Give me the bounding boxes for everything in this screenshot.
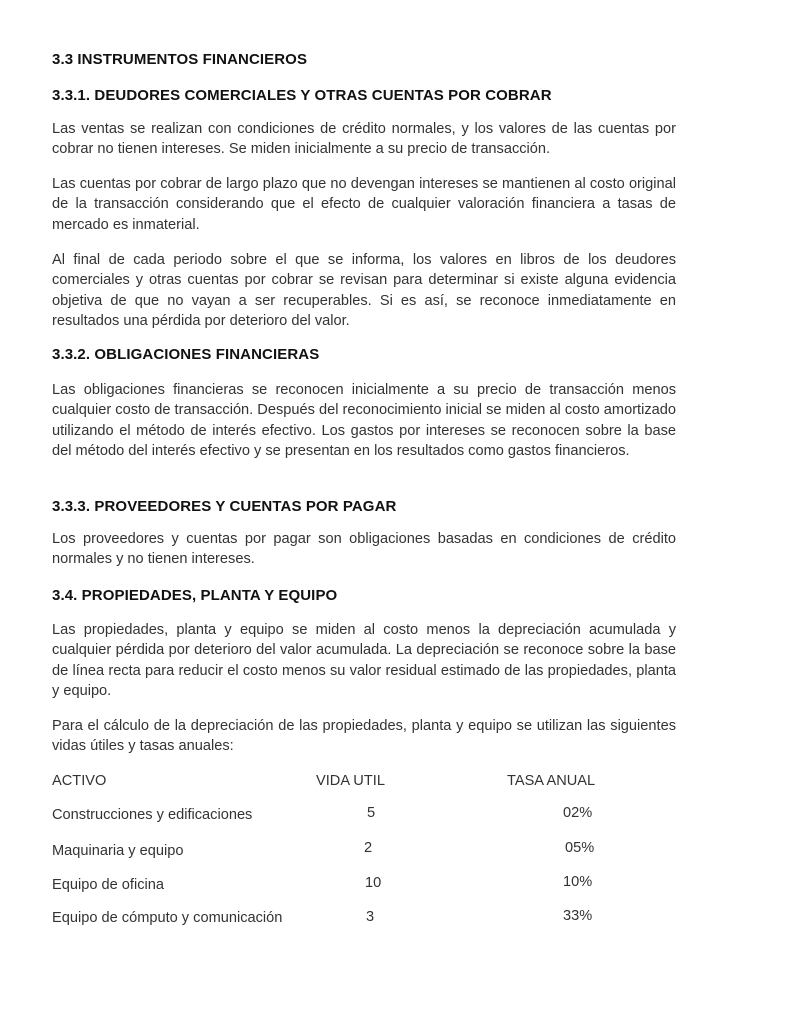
table-cell-vida-util: 3	[366, 909, 375, 925]
paragraph-3-4-b: Para el cálculo de la depreciación de las propiedades, planta y equipo se utilizan las siguientes vidas útiles y tasas anuales:	[52, 718, 676, 755]
paragraph-3-3-1-c: Al final de cada periodo sobre el que se informa, los valores en libros de los deudores comerciales y otras cuentas por cobrar se revisan para determinar si existe alguna evidencia objetiva de que no vayan a ser recuperables. Si es así, se reconoce inmediatamente en resultados una pérdida por deterioro del valor.	[52, 252, 676, 329]
table-cell-activo: Construcciones y edificaciones	[52, 807, 253, 823]
table-cell-activo: Maquinaria y equipo	[52, 843, 184, 859]
table-header-activo: ACTIVO	[52, 773, 107, 789]
section-title-3-3-3: 3.3.3. PROVEEDORES Y CUENTAS POR PAGAR	[52, 498, 397, 515]
table-cell-tasa-anual: 10%	[563, 874, 593, 890]
table-cell-tasa-anual: 33%	[563, 908, 593, 924]
table-cell-vida-util: 5	[367, 805, 376, 821]
paragraph-3-3-1-b: Las cuentas por cobrar de largo plazo que no devengan intereses se mantienen al costo original de la transacción considerando que el efecto de cualquier valoración financiera a tasas de mercado es inmaterial.	[52, 176, 676, 233]
section-title-3-3-1: 3.3.1. DEUDORES COMERCIALES Y OTRAS CUENTAS POR COBRAR	[52, 87, 552, 104]
paragraph-3-3-2-a: Las obligaciones financieras se reconocen inicialmente a su precio de transacción menos cualquier costo de transacción. Después del reconocimiento inicial se miden al costo amortizado utilizando el método de interés efectivo. Los gastos por intereses se reconocen sobre la base del método del interés efectivo y se presentan en los resultados como gastos financieros.	[52, 382, 676, 459]
paragraph-3-3-3-a: Los proveedores y cuentas por pagar son obligaciones basadas en condiciones de crédito normales y no tienen intereses.	[52, 531, 676, 568]
table-cell-vida-util: 2	[364, 840, 373, 856]
section-title-3-4: 3.4. PROPIEDADES, PLANTA Y EQUIPO	[52, 587, 338, 604]
table-cell-vida-util: 10	[365, 875, 382, 891]
section-title-3-3: 3.3 INSTRUMENTOS FINANCIEROS	[52, 51, 308, 68]
table-cell-tasa-anual: 05%	[565, 840, 595, 856]
table-header-tasa-anual: TASA ANUAL	[507, 773, 596, 789]
table-cell-activo: Equipo de cómputo y comunicación	[52, 910, 283, 926]
table-cell-tasa-anual: 02%	[563, 805, 593, 821]
section-title-3-3-2: 3.3.2. OBLIGACIONES FINANCIERAS	[52, 346, 320, 363]
paragraph-3-4-a: Las propiedades, planta y equipo se miden al costo menos la depreciación acumulada y cualquier pérdida por deterioro del valor acumulada. La depreciación se reconoce sobre la base de línea recta para reducir el costo menos su valor residual estimado de las propiedades, planta y equipo.	[52, 622, 676, 699]
table-header-vida-util: VIDA UTIL	[316, 773, 385, 789]
table-cell-activo: Equipo de oficina	[52, 877, 164, 893]
paragraph-3-3-1-a: Las ventas se realizan con condiciones de crédito normales, y los valores de las cuentas por cobrar no tienen intereses. Se miden inicialmente a su precio de transacción.	[52, 121, 676, 158]
